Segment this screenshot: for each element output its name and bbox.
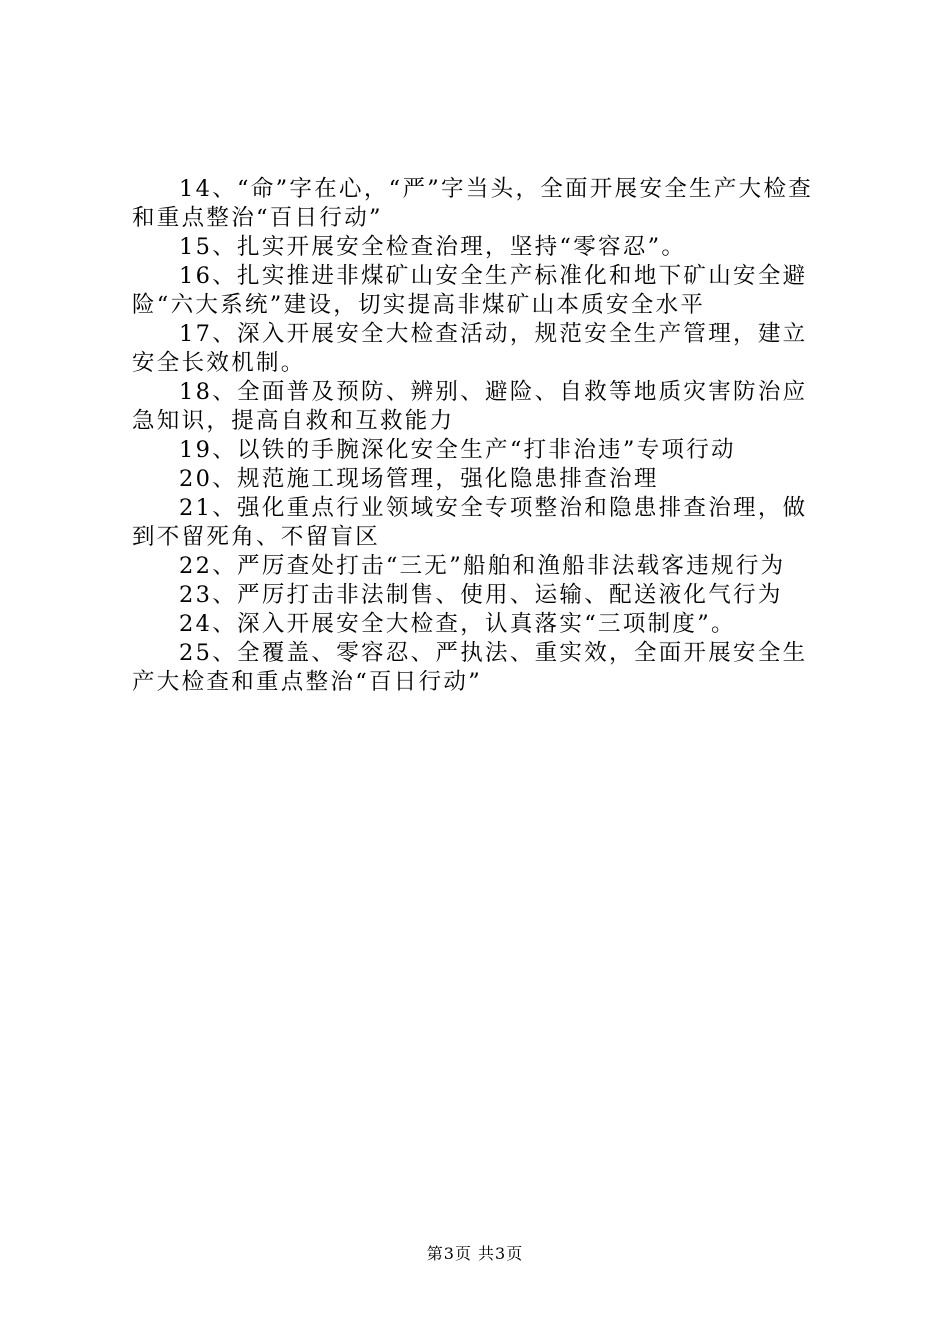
paragraph-17: 17、深入开展安全大检查活动，规范安全生产管理，建立安全长效机制。 [132,321,808,376]
paragraph-16: 16、扎实推进非煤矿山安全生产标准化和地下矿山安全避险“六大系统”建设，切实提高非煤矿山本质安全水平 [132,263,808,318]
paragraph-15: 15、扎实开展安全检查治理，坚持“零容忍”。 [179,234,687,260]
paragraph-21: 21、强化重点行业领域安全专项整治和隐患排查治理，做到不留死角、不留盲区 [132,495,808,550]
paragraph-23: 23、严厉打击非法制售、使用、运输、配送液化气行为 [179,582,783,608]
paragraph-14: 14、“命”字在心，“严”字当头，全面开展安全生产大检查和重点整治“百日行动” [132,176,814,231]
paragraph-24: 24、深入开展安全大检查，认真落实“三项制度”。 [179,611,736,637]
paragraph-18: 18、全面普及预防、辨别、避险、自救等地质灾害防治应急知识，提高自救和互救能力 [132,379,808,434]
paragraph-22: 22、严厉查处打击“三无”船舶和渔船非法载客违规行为 [179,553,786,579]
paragraph-25: 25、全覆盖、零容忍、严执法、重实效，全面开展安全生产大检查和重点整治“百日行动” [132,640,808,695]
page-footer: 第3页 共3页 [426,1244,524,1263]
document-body [132,175,832,697]
paragraph-20: 20、规范施工现场管理，强化隐患排查治理 [179,466,659,492]
paragraph-19: 19、以铁的手腕深化安全生产“打非治违”专项行动 [179,437,736,463]
